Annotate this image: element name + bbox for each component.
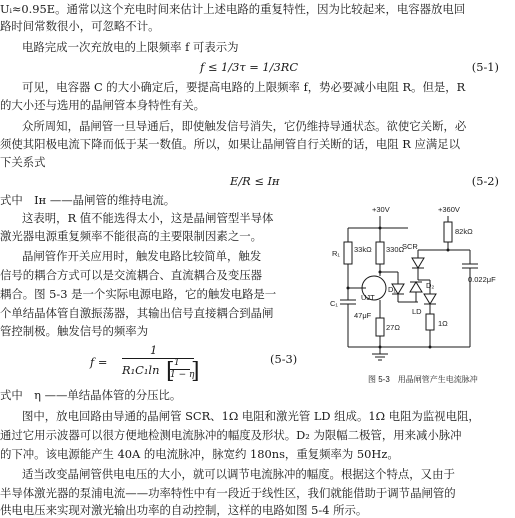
text-line: 信号的耦合方式可以是交流耦合、直流耦合及变压器 <box>0 268 262 282</box>
text-line: 耦合。图 5-3 是一个实际电源电路，它的触发电路是一 <box>0 287 277 301</box>
text-line: 的大小还与选用的晶闸管本身特性有关。 <box>0 98 206 112</box>
text-line: 众所周知，晶闸管一旦导通后，即使触发信号消失，它仍维持导通状态。欲使它关断，必 <box>22 119 467 133</box>
bracket-left: [ <box>166 359 175 384</box>
text-line: 供电电压来实现对激光输出功率的自动控制，这样的电路如图 5-4 所示。 <box>0 503 368 517</box>
eq3-lhs: f = <box>90 355 108 369</box>
equation-number: (5-2) <box>471 174 499 188</box>
laser-diode-ld <box>424 294 436 304</box>
text-line: 电路完成一次充放电的上限频率 f 可表示为 <box>22 40 239 54</box>
label-r82k: 82kΩ <box>455 227 473 236</box>
scr-thyristor <box>412 258 424 268</box>
text-line: 可见，电容器 C 的大小确定后，要提高电路的上限频率 f，势必要减小电阻 R。但是，R <box>22 80 466 94</box>
fraction-bar <box>122 358 194 359</box>
text-line: Uᵢ≈0.95E。通常以这个充电时间来估计上述电路的重复特性，因为比较起来，电容器放电回 <box>0 2 466 16</box>
label-c1: C₁ <box>330 299 338 308</box>
label-d2: D₂ <box>426 281 435 290</box>
resistor-27 <box>376 318 384 336</box>
diode-d2 <box>410 282 422 292</box>
label-c1-value: 47μF <box>354 311 372 320</box>
text-line: 晶闸管作开关应用时，触发电路比较简单，触发 <box>22 249 262 263</box>
text-line: 式中 Iʜ ——晶闸管的维持电流。 <box>0 193 176 207</box>
equation-5-2: E/R ≤ Iʜ <box>230 174 280 188</box>
figure-caption: 图 5-3 用晶闸管产生电流脉冲 <box>368 375 478 384</box>
equation-5-1: f ≤ 1/3τ = 1/3RC <box>200 60 299 74</box>
eq3-den-frac-den: 1 − η <box>170 370 195 380</box>
resistor-82k <box>444 222 452 242</box>
label-ld: LD <box>412 307 422 316</box>
label-r33k: 33kΩ <box>354 245 372 254</box>
label-r27: 27Ω <box>386 323 400 332</box>
circuit-diagram-figure <box>318 202 510 390</box>
text-line: 激光器电源重复频率不能很高的主要限制因素之一。 <box>0 229 262 243</box>
text-line: 通过它用示波器可以很方便地检测电流脉冲的幅度及形状。D₂ 为限幅二极管，用来减小脉冲 <box>0 428 462 442</box>
label-c0022: 0.022μF <box>468 275 496 284</box>
text-line: 这表明，R 值不能选得太小，这是晶闸管型半导体 <box>22 211 274 225</box>
equation-number: (5-1) <box>471 60 499 74</box>
text-line: 的下冲。该电源能产生 40A 的电流脉冲，脉宽约 180ns，重复频率为 50Hz。 <box>0 447 399 461</box>
label-ujt: UJT <box>361 293 375 302</box>
text-line: 适当改变晶闸管供电电压的大小，就可以调节电流脉冲的幅度。根据这个特点，又由于 <box>22 467 455 481</box>
resistor-r1 <box>344 242 352 264</box>
eq3-den-frac-num: 1 <box>174 358 180 368</box>
equation-5-3 <box>90 343 290 387</box>
label-plus30v: +30V <box>372 205 390 214</box>
resistor-1ohm <box>426 314 434 330</box>
eq3-den-prefix: R₁C₁ln <box>122 363 160 377</box>
label-plus360v: +360V <box>438 205 460 214</box>
text-line: 管控制极。触发信号的频率为 <box>0 324 149 338</box>
label-scr: SCR <box>402 242 418 251</box>
resistor-330 <box>376 242 384 264</box>
label-d1: D₁ <box>388 285 396 294</box>
text-line: 下关系式 <box>0 155 46 169</box>
text-line: 个单结晶体管自激振荡器，其输出信号直接耦合到晶闸 <box>0 306 274 320</box>
label-r1: R₁ <box>332 249 340 258</box>
text-line: 半导体激光器的泵浦电流——功率特性中有一段近于线性区，我们就能借助于调节晶闸管的 <box>0 486 456 500</box>
label-r1ohm: 1Ω <box>438 319 448 328</box>
text-line: 图中，放电回路由导通的晶闸管 SCR、1Ω 电阻和激光管 LD 组成。1Ω 电阻为监视电阻， <box>22 409 480 423</box>
label-r330: 330Ω <box>386 245 405 254</box>
text-line: 式中 η ——单结晶体管的分压比。 <box>0 388 182 402</box>
eq3-numerator: 1 <box>150 343 158 357</box>
text-line: 须使其阳极电流下降而低于某一数值。所以，如果让晶闸管自行关断的话，电阻 R 应满足以 <box>0 137 461 151</box>
bracket-right: ] <box>191 359 200 384</box>
equation-number: (5-3) <box>270 352 298 366</box>
text-line: 路时间常数很小，可忽略不计。 <box>0 19 160 33</box>
